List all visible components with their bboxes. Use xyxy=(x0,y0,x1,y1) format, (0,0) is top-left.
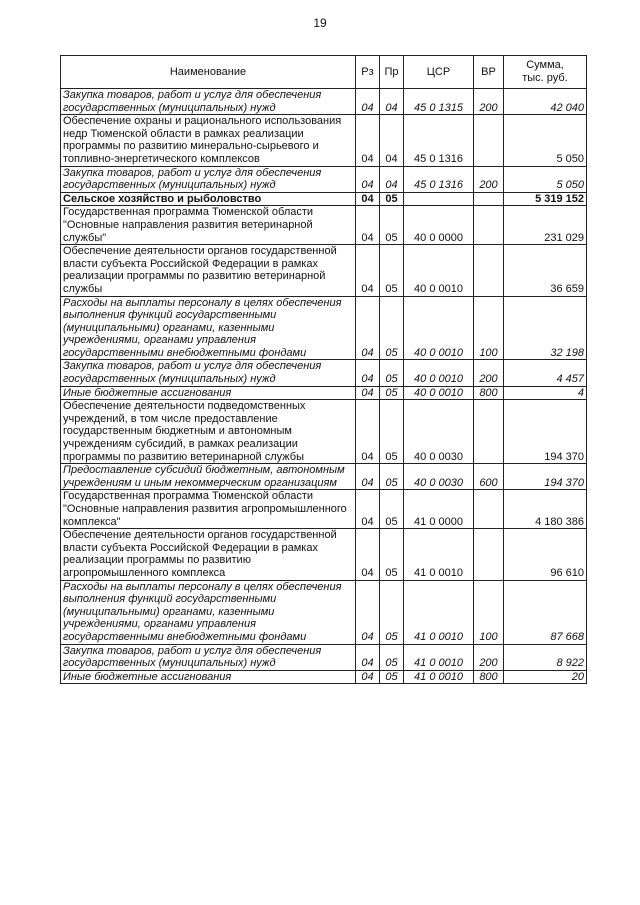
row-rz: 04 xyxy=(356,464,380,490)
row-vr: 600 xyxy=(474,464,504,490)
row-vr: 100 xyxy=(474,580,504,644)
row-pr: 05 xyxy=(380,386,404,400)
row-rz: 04 xyxy=(356,115,380,166)
row-sum: 32 198 xyxy=(504,296,587,360)
row-sum: 5 050 xyxy=(504,115,587,166)
row-name: Закупка товаров, работ и услуг для обеспечения государственных (муниципальных) нужд xyxy=(61,360,356,386)
row-sum: 5 319 152 xyxy=(504,192,587,206)
table-row xyxy=(61,529,587,580)
row-rz: 04 xyxy=(356,644,380,670)
row-pr: 05 xyxy=(380,670,404,684)
row-sum: 96 610 xyxy=(504,529,587,580)
row-vr: 800 xyxy=(474,670,504,684)
row-pr: 04 xyxy=(380,115,404,166)
table-row xyxy=(61,192,587,206)
header-name: Наименование xyxy=(61,56,356,89)
header-sum-line1: Сумма, xyxy=(526,59,564,71)
row-vr: 200 xyxy=(474,644,504,670)
table-row xyxy=(61,89,587,115)
row-name: Расходы на выплаты персоналу в целях обеспечения выполнения функций государственными (муниципальными) органами, казенными учреждениями, органами управления государственными внебюджетными фондами xyxy=(61,580,356,644)
row-csr: 45 0 1316 xyxy=(404,166,474,192)
row-name: Закупка товаров, работ и услуг для обеспечения государственных (муниципальных) нужд xyxy=(61,89,356,115)
row-rz: 04 xyxy=(356,192,380,206)
row-pr: 05 xyxy=(380,400,404,464)
row-sum: 231 029 xyxy=(504,206,587,245)
row-pr: 05 xyxy=(380,529,404,580)
table-body xyxy=(61,89,587,684)
row-csr: 41 0 0010 xyxy=(404,580,474,644)
table-row xyxy=(61,490,587,529)
row-csr: 45 0 1316 xyxy=(404,115,474,166)
header-pr: Пр xyxy=(380,56,404,89)
row-sum: 8 922 xyxy=(504,644,587,670)
row-pr: 05 xyxy=(380,464,404,490)
row-name: Сельское хозяйство и рыболовство xyxy=(61,192,356,206)
table-row xyxy=(61,360,587,386)
row-sum: 5 050 xyxy=(504,166,587,192)
row-rz: 04 xyxy=(356,360,380,386)
header-sum-line2: тыс. руб. xyxy=(522,72,568,84)
row-vr xyxy=(474,192,504,206)
row-name: Обеспечение деятельности подведомственных учреждений, в том числе предоставление государственным бюджетным и автономным учреждениям субсидий, в рамках реализации программы по развитию ветеринарной службы xyxy=(61,400,356,464)
row-pr: 05 xyxy=(380,192,404,206)
row-pr: 04 xyxy=(380,89,404,115)
row-vr xyxy=(474,206,504,245)
row-name: Обеспечение деятельности органов государственной власти субъекта Российской Федерации в рамках реализации программы по развитию агропромышленного комплекса xyxy=(61,529,356,580)
table-row xyxy=(61,644,587,670)
row-csr: 40 0 0030 xyxy=(404,464,474,490)
row-vr: 200 xyxy=(474,360,504,386)
row-pr: 05 xyxy=(380,580,404,644)
table-row xyxy=(61,400,587,464)
row-name: Предоставление субсидий бюджетным, автономным учреждениям и иным некоммерческим организациям xyxy=(61,464,356,490)
row-csr: 41 0 0010 xyxy=(404,670,474,684)
header-csr: ЦСР xyxy=(404,56,474,89)
row-vr xyxy=(474,245,504,296)
table-row xyxy=(61,115,587,166)
row-pr: 04 xyxy=(380,166,404,192)
row-rz: 04 xyxy=(356,529,380,580)
row-sum: 194 370 xyxy=(504,464,587,490)
table-row xyxy=(61,670,587,684)
row-rz: 04 xyxy=(356,400,380,464)
row-name: Государственная программа Тюменской области "Основные направления развития ветеринарной службы" xyxy=(61,206,356,245)
row-csr xyxy=(404,192,474,206)
table-row xyxy=(61,464,587,490)
row-csr: 40 0 0030 xyxy=(404,400,474,464)
row-vr xyxy=(474,490,504,529)
row-sum: 87 668 xyxy=(504,580,587,644)
budget-table xyxy=(60,55,587,684)
header-vr: ВР xyxy=(474,56,504,89)
row-sum: 20 xyxy=(504,670,587,684)
row-rz: 04 xyxy=(356,89,380,115)
row-csr: 40 0 0010 xyxy=(404,245,474,296)
row-name: Обеспечение охраны и рационального использования недр Тюменской области в рамках реализации программы по развитию минерально-сырьевого и топливно-энергетического комплексов xyxy=(61,115,356,166)
table-row xyxy=(61,580,587,644)
row-name: Закупка товаров, работ и услуг для обеспечения государственных (муниципальных) нужд xyxy=(61,166,356,192)
row-name: Иные бюджетные ассигнования xyxy=(61,670,356,684)
row-rz: 04 xyxy=(356,580,380,644)
row-csr: 40 0 0000 xyxy=(404,206,474,245)
table-row xyxy=(61,245,587,296)
row-vr: 100 xyxy=(474,296,504,360)
table-row xyxy=(61,386,587,400)
row-csr: 41 0 0000 xyxy=(404,490,474,529)
row-csr: 45 0 1315 xyxy=(404,89,474,115)
row-csr: 41 0 0010 xyxy=(404,644,474,670)
row-csr: 41 0 0010 xyxy=(404,529,474,580)
row-sum: 4 457 xyxy=(504,360,587,386)
table-row xyxy=(61,206,587,245)
row-rz: 04 xyxy=(356,296,380,360)
row-name: Закупка товаров, работ и услуг для обеспечения государственных (муниципальных) нужд xyxy=(61,644,356,670)
row-csr: 40 0 0010 xyxy=(404,296,474,360)
row-sum: 36 659 xyxy=(504,245,587,296)
row-rz: 04 xyxy=(356,166,380,192)
row-sum: 4 xyxy=(504,386,587,400)
row-name: Иные бюджетные ассигнования xyxy=(61,386,356,400)
page-number: 19 xyxy=(313,16,327,30)
row-vr xyxy=(474,400,504,464)
row-name: Обеспечение деятельности органов государственной власти субъекта Российской Федерации в рамках реализации программы по развитию ветеринарной службы xyxy=(61,245,356,296)
row-sum: 4 180 386 xyxy=(504,490,587,529)
row-pr: 05 xyxy=(380,296,404,360)
row-vr xyxy=(474,529,504,580)
row-rz: 04 xyxy=(356,245,380,296)
row-vr: 200 xyxy=(474,89,504,115)
row-rz: 04 xyxy=(356,206,380,245)
table-row xyxy=(61,296,587,360)
row-vr: 200 xyxy=(474,166,504,192)
row-pr: 05 xyxy=(380,490,404,529)
row-name: Государственная программа Тюменской области "Основные направления развития агропромышленного комплекса" xyxy=(61,490,356,529)
table-header-row xyxy=(61,56,587,89)
row-vr: 800 xyxy=(474,386,504,400)
header-rz: Рз xyxy=(356,56,380,89)
row-sum: 42 040 xyxy=(504,89,587,115)
header-sum xyxy=(504,56,587,89)
row-pr: 05 xyxy=(380,360,404,386)
row-rz: 04 xyxy=(356,386,380,400)
table-row xyxy=(61,166,587,192)
row-pr: 05 xyxy=(380,644,404,670)
row-rz: 04 xyxy=(356,670,380,684)
row-name: Расходы на выплаты персоналу в целях обеспечения выполнения функций государственными (муниципальными) органами, казенными учреждениями, органами управления государственными внебюджетными фондами xyxy=(61,296,356,360)
row-pr: 05 xyxy=(380,245,404,296)
row-sum: 194 370 xyxy=(504,400,587,464)
row-pr: 05 xyxy=(380,206,404,245)
row-csr: 40 0 0010 xyxy=(404,360,474,386)
row-csr: 40 0 0010 xyxy=(404,386,474,400)
row-rz: 04 xyxy=(356,490,380,529)
row-vr xyxy=(474,115,504,166)
